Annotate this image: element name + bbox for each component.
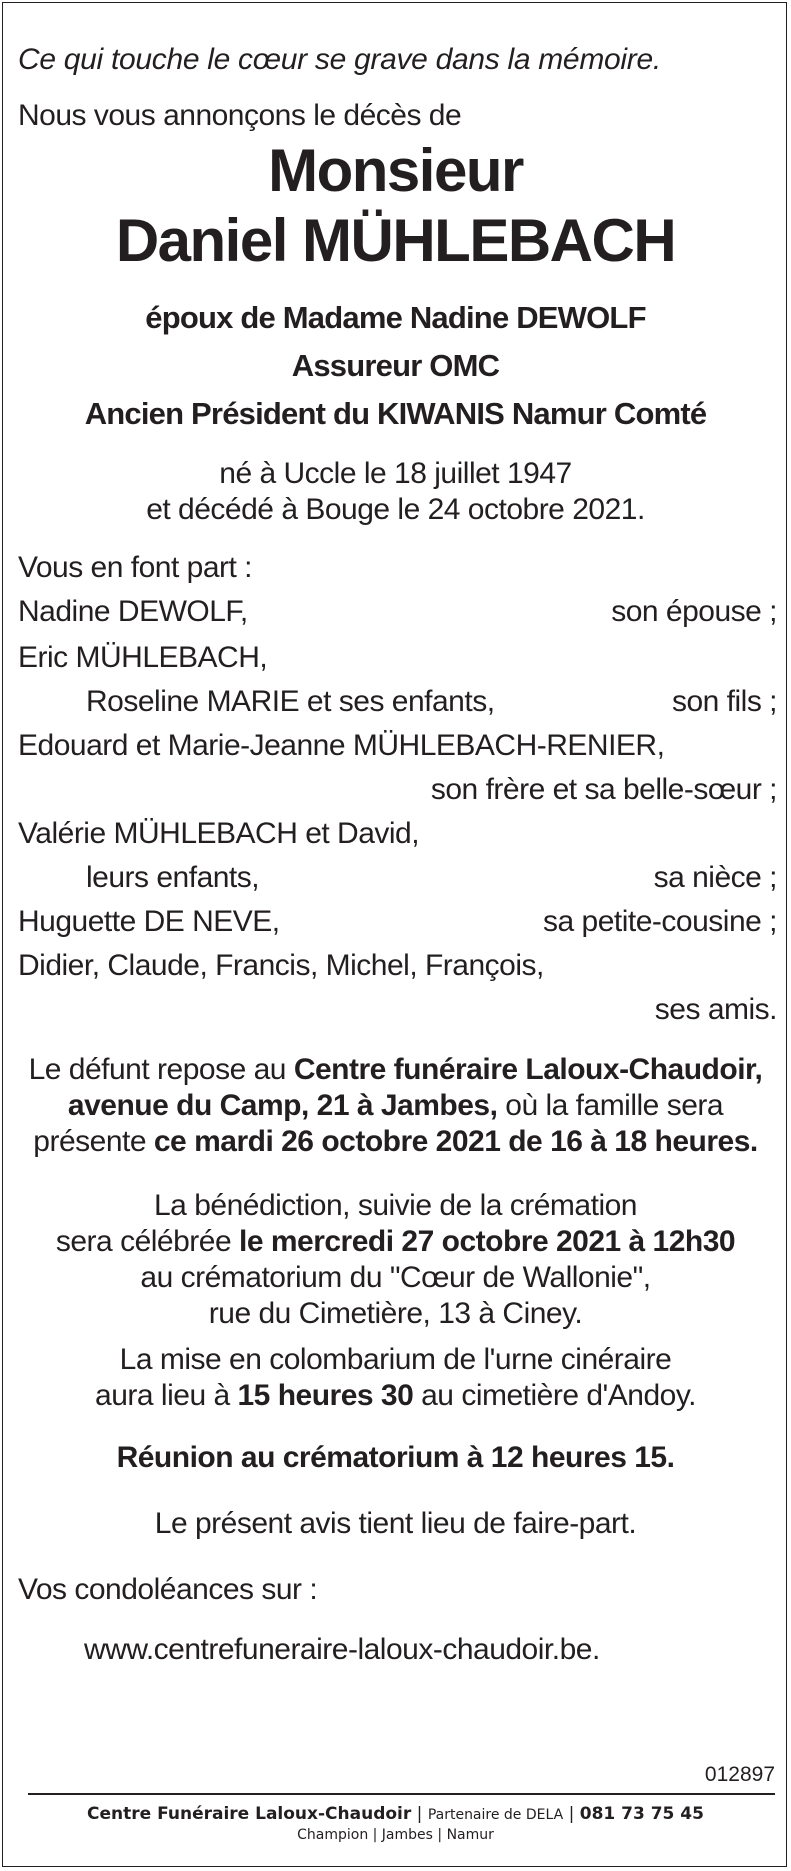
family-relation: son frère et sa belle-sœur ; xyxy=(430,773,777,806)
deceased-title: Monsieur xyxy=(268,137,523,204)
family-name: Edouard et Marie-Jeanne MÜHLEBACH-RENIER, xyxy=(18,729,665,762)
website-link[interactable]: www.centrefuneraire-laloux-chaudoir.be. xyxy=(84,1633,600,1666)
family-name: Nadine DEWOLF, xyxy=(18,595,248,628)
occupation-line: Assureur OMC xyxy=(291,348,500,383)
phone-number: 081 73 75 45 xyxy=(579,1804,704,1824)
family-relation: ses amis. xyxy=(654,993,777,1026)
family-row xyxy=(18,904,777,940)
family-relation: son fils ; xyxy=(671,685,777,718)
family-relation: sa petite-cousine ; xyxy=(543,905,777,938)
family-name: leurs enfants, xyxy=(86,861,260,894)
repose-line-3: présente ce mardi 26 octobre 2021 de 16 à 18 heures. xyxy=(33,1125,758,1158)
notice-line: Le présent avis tient lieu de faire-part. xyxy=(154,1507,637,1540)
partner-text: Partenaire de DELA xyxy=(427,1807,564,1823)
footer-divider xyxy=(28,1793,775,1795)
condolences-label: Vos condoléances sur : xyxy=(18,1573,318,1606)
footer-locations: Champion | Jambes | Namur xyxy=(297,1827,494,1843)
family-name: Roseline MARIE et ses enfants, xyxy=(86,685,495,718)
funeral-home-name: Centre Funéraire Laloux-Chaudoir xyxy=(87,1804,412,1824)
birth-line: né à Uccle le 18 juillet 1947 xyxy=(219,457,572,490)
ceremony-line-1: La bénédiction, suivie de la crémation xyxy=(154,1189,637,1222)
spouse-line: époux de Madame Nadine DEWOLF xyxy=(145,300,646,335)
footer-separator: | xyxy=(416,1804,423,1824)
family-intro: Vous en font part : xyxy=(18,551,253,584)
deceased-name: Daniel MÜHLEBACH xyxy=(115,207,676,274)
family-row xyxy=(18,684,777,720)
family-relation: sa nièce ; xyxy=(653,861,777,894)
family-relation: son épouse ; xyxy=(611,595,777,628)
footer-separator: | xyxy=(568,1804,575,1824)
death-line: et décédé à Bouge le 24 octobre 2021. xyxy=(146,493,645,526)
columbarium-line-2: aura lieu à 15 heures 30 au cimetière d'Andoy. xyxy=(95,1379,696,1412)
family-row xyxy=(18,594,777,630)
family-name: Eric MÜHLEBACH, xyxy=(18,641,268,674)
family-name: Valérie MÜHLEBACH et David, xyxy=(18,817,420,850)
repose-line-2: avenue du Camp, 21 à Jambes, où la famille sera xyxy=(67,1089,724,1122)
meeting-line: Réunion au crématorium à 12 heures 15. xyxy=(116,1441,675,1474)
family-name: Didier, Claude, Francis, Michel, François, xyxy=(18,949,544,982)
repose-line-1: Le défunt repose au Centre funéraire Laloux-Chaudoir, xyxy=(28,1053,763,1086)
ceremony-line-2: sera célébrée le mercredi 27 octobre 2021 à 12h30 xyxy=(55,1225,736,1258)
ceremony-line-4: rue du Cimetière, 13 à Ciney. xyxy=(208,1297,583,1330)
announcement-text: Nous vous annonçons le décès de xyxy=(18,99,462,132)
reference-number: 012897 xyxy=(704,1763,775,1786)
ceremony-line-3: au crématorium du "Cœur de Wallonie", xyxy=(140,1261,651,1294)
kiwanis-line: Ancien Président du KIWANIS Namur Comté xyxy=(84,396,707,431)
family-name: Huguette DE NEVE, xyxy=(18,905,280,938)
footer-line xyxy=(0,1804,791,1825)
columbarium-line-1: La mise en colombarium de l'urne cinéraire xyxy=(119,1343,672,1376)
family-row xyxy=(18,860,777,896)
epigraph-quote: Ce qui touche le cœur se grave dans la mémoire. xyxy=(18,43,661,76)
